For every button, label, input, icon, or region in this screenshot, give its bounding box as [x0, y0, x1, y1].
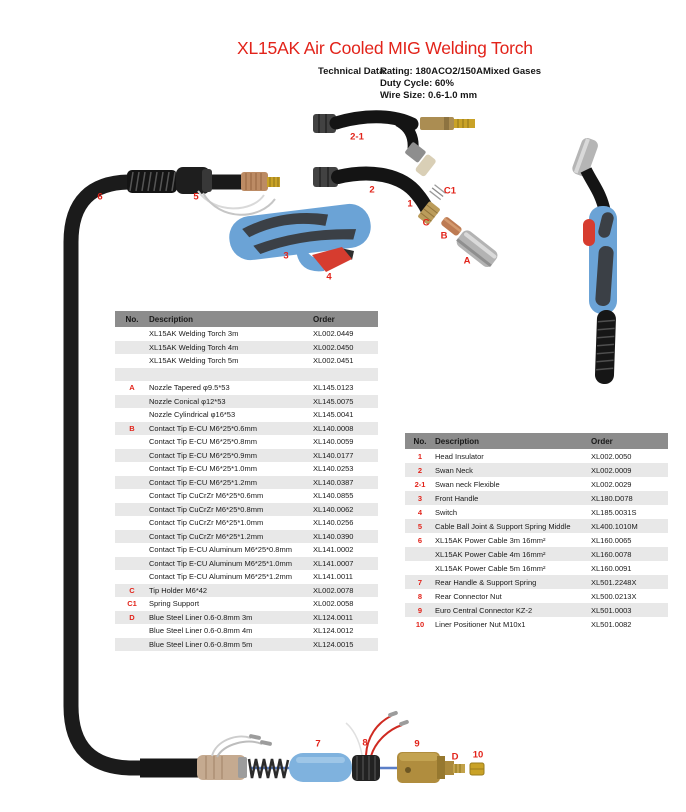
table-row: [115, 543, 378, 557]
table-row: [405, 463, 668, 477]
label-2: 2: [369, 184, 375, 196]
cell-description: Liner Positioner Nut M10x1: [435, 619, 526, 629]
cell-description: Tip Holder M6*42: [149, 585, 208, 595]
cell-order: XL185.0031S: [591, 507, 637, 517]
cell-order: XL002.0029: [591, 479, 632, 489]
table-row: [115, 570, 378, 584]
cell-order: XL002.0050: [591, 451, 632, 461]
table-header: [405, 433, 668, 449]
cell-order: XL140.0008: [313, 423, 354, 433]
cell-description: XL15AK Welding Torch 4m: [149, 342, 239, 352]
cell-description: Contact Tip CuCrZr M6*25*1.0mm: [149, 518, 264, 528]
cell-description: XL15AK Power Cable 3m 16mm²: [435, 535, 546, 545]
cell-description: Contact Tip CuCrZr M6*25*0.6mm: [149, 491, 264, 501]
table-row: [405, 519, 668, 533]
table-row: [115, 638, 378, 652]
cell-description: Swan Neck: [435, 465, 473, 475]
cell-no: 2: [417, 465, 423, 475]
table-row: [115, 557, 378, 571]
label-1: 1: [407, 198, 413, 210]
table-row: [405, 477, 668, 491]
cell-description: Blue Steel Liner 0.6-0.8mm 4m: [149, 626, 253, 636]
cell-no: 6: [417, 535, 423, 545]
table-row: [115, 611, 378, 625]
cell-description: Head Insulator: [435, 451, 484, 461]
cell-order: XL124.0012: [313, 626, 354, 636]
cell-order: XL501.0003: [591, 605, 632, 615]
table-row: [115, 624, 378, 638]
cell-description: Nozzle Cylindrical φ16*53: [149, 410, 236, 420]
cell-order: XL145.0123: [313, 383, 354, 393]
table-row: [115, 489, 378, 503]
cell-order: XL002.0078: [313, 585, 354, 595]
cell-description: Rear Handle & Support Spring: [435, 577, 537, 587]
cell-description: XL15AK Power Cable 4m 16mm²: [435, 549, 546, 559]
cell-description: Switch: [435, 507, 458, 517]
table-row: [115, 597, 378, 611]
table-row: [405, 533, 668, 547]
table-row: [115, 476, 378, 490]
table-row: [115, 422, 378, 436]
cell-description: Contact Tip E-CU Aluminum M6*25*0.8mm: [149, 545, 292, 555]
label-2-1: 2-1: [350, 131, 364, 143]
header-no: No.: [413, 436, 427, 446]
rear-handle: [289, 753, 352, 782]
cell-order: XL160.0091: [591, 563, 632, 573]
rear-assembly: [197, 710, 484, 783]
cell-description: Contact Tip E-CU Aluminum M6*25*1.2mm: [149, 572, 292, 582]
cell-no: 2-1: [414, 479, 426, 489]
cell-order: XL141.0002: [313, 545, 354, 555]
cell-order: XL400.1010M: [591, 521, 638, 531]
label-C: C: [422, 217, 430, 229]
cell-description: Contact Tip E-CU M6*25*1.2mm: [149, 477, 257, 487]
cell-description: XL15AK Welding Torch 3m: [149, 329, 239, 339]
header-order: Order: [591, 436, 613, 446]
cell-description: Front Handle: [435, 493, 479, 503]
cell-description: Euro Central Connector KZ-2: [435, 605, 533, 615]
table-row: [405, 617, 668, 631]
cell-no: A: [129, 383, 135, 393]
header-description: Description: [149, 314, 194, 324]
cell-order: XL145.0075: [313, 396, 354, 406]
cell-description: Blue Steel Liner 0.6-0.8mm 5m: [149, 639, 253, 649]
cell-order: XL140.0177: [313, 450, 354, 460]
assembled-torch: [571, 136, 617, 384]
cell-order: XL140.0387: [313, 477, 354, 487]
cell-order: XL500.0213X: [591, 591, 637, 601]
cell-description: Contact Tip E-CU Aluminum M6*25*1.0mm: [149, 558, 292, 568]
cell-order: XL501.2248X: [591, 577, 637, 587]
table-row: [115, 354, 378, 368]
tech-rating: Rating: 180ACO2/150AMixed Gases: [380, 66, 542, 77]
support-spring-middle: [127, 167, 212, 194]
tech-wire-size: Wire Size: 0.6-1.0 mm: [380, 90, 478, 101]
cell-description: Spring Support: [149, 599, 200, 609]
label-7: 7: [315, 738, 321, 750]
tech-duty-cycle: Duty Cycle: 60%: [380, 78, 454, 89]
cell-description: Contact Tip CuCrZr M6*25*1.2mm: [149, 531, 264, 541]
cell-order: XL140.0253: [313, 464, 354, 474]
front-handle: [227, 202, 373, 272]
header-order: Order: [313, 314, 335, 324]
cell-order: XL140.0062: [313, 504, 354, 514]
table-row: [405, 491, 668, 505]
parts-table-consumables: [115, 311, 378, 651]
swan-neck-flexible: [313, 114, 475, 177]
table-row: [115, 395, 378, 409]
cell-order: XL002.0009: [591, 465, 632, 475]
table-header: [115, 311, 378, 327]
cell-no: 3: [417, 493, 423, 503]
cell-order: XL002.0058: [313, 599, 354, 609]
table-row: [115, 530, 378, 544]
table-row: [115, 341, 378, 355]
cell-order: XL002.0451: [313, 356, 354, 366]
table-row: [115, 449, 378, 463]
label-4: 4: [326, 271, 332, 283]
table-row: [405, 561, 668, 575]
parts-table-torch-parts: [405, 433, 668, 631]
cell-order: XL180.D078: [591, 493, 633, 503]
cell-no: B: [129, 423, 135, 433]
cell-description: Cable Ball Joint & Support Spring Middle: [435, 521, 571, 531]
cell-order: XL002.0450: [313, 342, 354, 352]
label-3: 3: [283, 250, 289, 262]
cell-order: XL124.0011: [313, 612, 353, 622]
technical-data-label: Technical Data:: [318, 66, 388, 77]
table-row: [115, 516, 378, 530]
cell-order: XL140.0390: [313, 531, 354, 541]
cell-description: Contact Tip E-CU M6*25*0.8mm: [149, 437, 257, 447]
table-row: [405, 589, 668, 603]
table-row: [115, 327, 378, 341]
table-row: [115, 381, 378, 395]
table-row: [405, 547, 668, 561]
label-9: 9: [414, 738, 420, 750]
cell-no: 10: [415, 619, 425, 629]
label-10: 10: [472, 749, 484, 761]
cell-no: 5: [417, 521, 423, 531]
label-B: B: [440, 230, 448, 242]
label-D: D: [451, 751, 459, 763]
cell-description: Swan neck Flexible: [435, 479, 500, 489]
cell-order: XL124.0015: [313, 639, 354, 649]
table-row: [405, 505, 668, 519]
cell-order: XL140.0256: [313, 518, 354, 528]
cell-description: Blue Steel Liner 0.6-0.8mm 3m: [149, 612, 253, 622]
cell-order: XL140.0855: [313, 491, 354, 501]
cell-description: Nozzle Conical φ12*53: [149, 396, 226, 406]
nozzle: [454, 228, 500, 269]
page-title: XL15AK Air Cooled MIG Welding Torch: [237, 38, 533, 58]
table-row: [405, 449, 668, 463]
cell-no: 4: [417, 507, 423, 517]
label-5: 5: [193, 191, 199, 203]
cell-order: XL002.0449: [313, 329, 354, 339]
cell-no: 8: [417, 591, 423, 601]
cell-order: XL145.0041: [313, 410, 354, 420]
cell-description: Contact Tip CuCrZr M6*25*0.8mm: [149, 504, 264, 514]
cell-no: 9: [417, 605, 423, 615]
table-row: [405, 575, 668, 589]
table-body: [115, 327, 378, 651]
table-row: [115, 435, 378, 449]
cell-description: XL15AK Welding Torch 5m: [149, 356, 239, 366]
cell-description: Contact Tip E-CU M6*25*1.0mm: [149, 464, 257, 474]
cell-description: Rear Connector Nut: [435, 591, 502, 601]
label-C1: C1: [443, 185, 457, 197]
cell-order: XL160.0065: [591, 535, 632, 545]
cell-no: 1: [417, 451, 423, 461]
table-row: [115, 408, 378, 422]
table-row: [115, 368, 378, 382]
cell-order: XL501.0082: [591, 619, 632, 629]
table-row: [405, 603, 668, 617]
cell-no: 7: [417, 577, 423, 587]
label-8: 8: [362, 737, 368, 749]
cell-description: XL15AK Power Cable 5m 16mm²: [435, 563, 546, 573]
cell-order: XL160.0078: [591, 549, 632, 559]
cell-description: Nozzle Tapered φ9.5*53: [149, 383, 230, 393]
header-no: No.: [125, 314, 139, 324]
cell-description: Contact Tip E-CU M6*25*0.6mm: [149, 423, 257, 433]
header-description: Description: [435, 436, 480, 446]
label-6: 6: [97, 191, 103, 203]
table-row: [115, 584, 378, 598]
cell-order: XL140.0059: [313, 437, 354, 447]
cell-description: Contact Tip E-CU M6*25*0.9mm: [149, 450, 257, 460]
cell-order: XL141.0011: [313, 572, 353, 582]
cell-no: C: [129, 585, 135, 595]
table-row: [115, 462, 378, 476]
table-body: [405, 449, 668, 631]
cell-order: XL141.0007: [313, 558, 354, 568]
cell-no: D: [129, 612, 135, 622]
table-row: [115, 503, 378, 517]
cell-no: C1: [127, 599, 137, 609]
liner-positioner-nut: [470, 763, 484, 775]
label-A: A: [463, 255, 471, 267]
